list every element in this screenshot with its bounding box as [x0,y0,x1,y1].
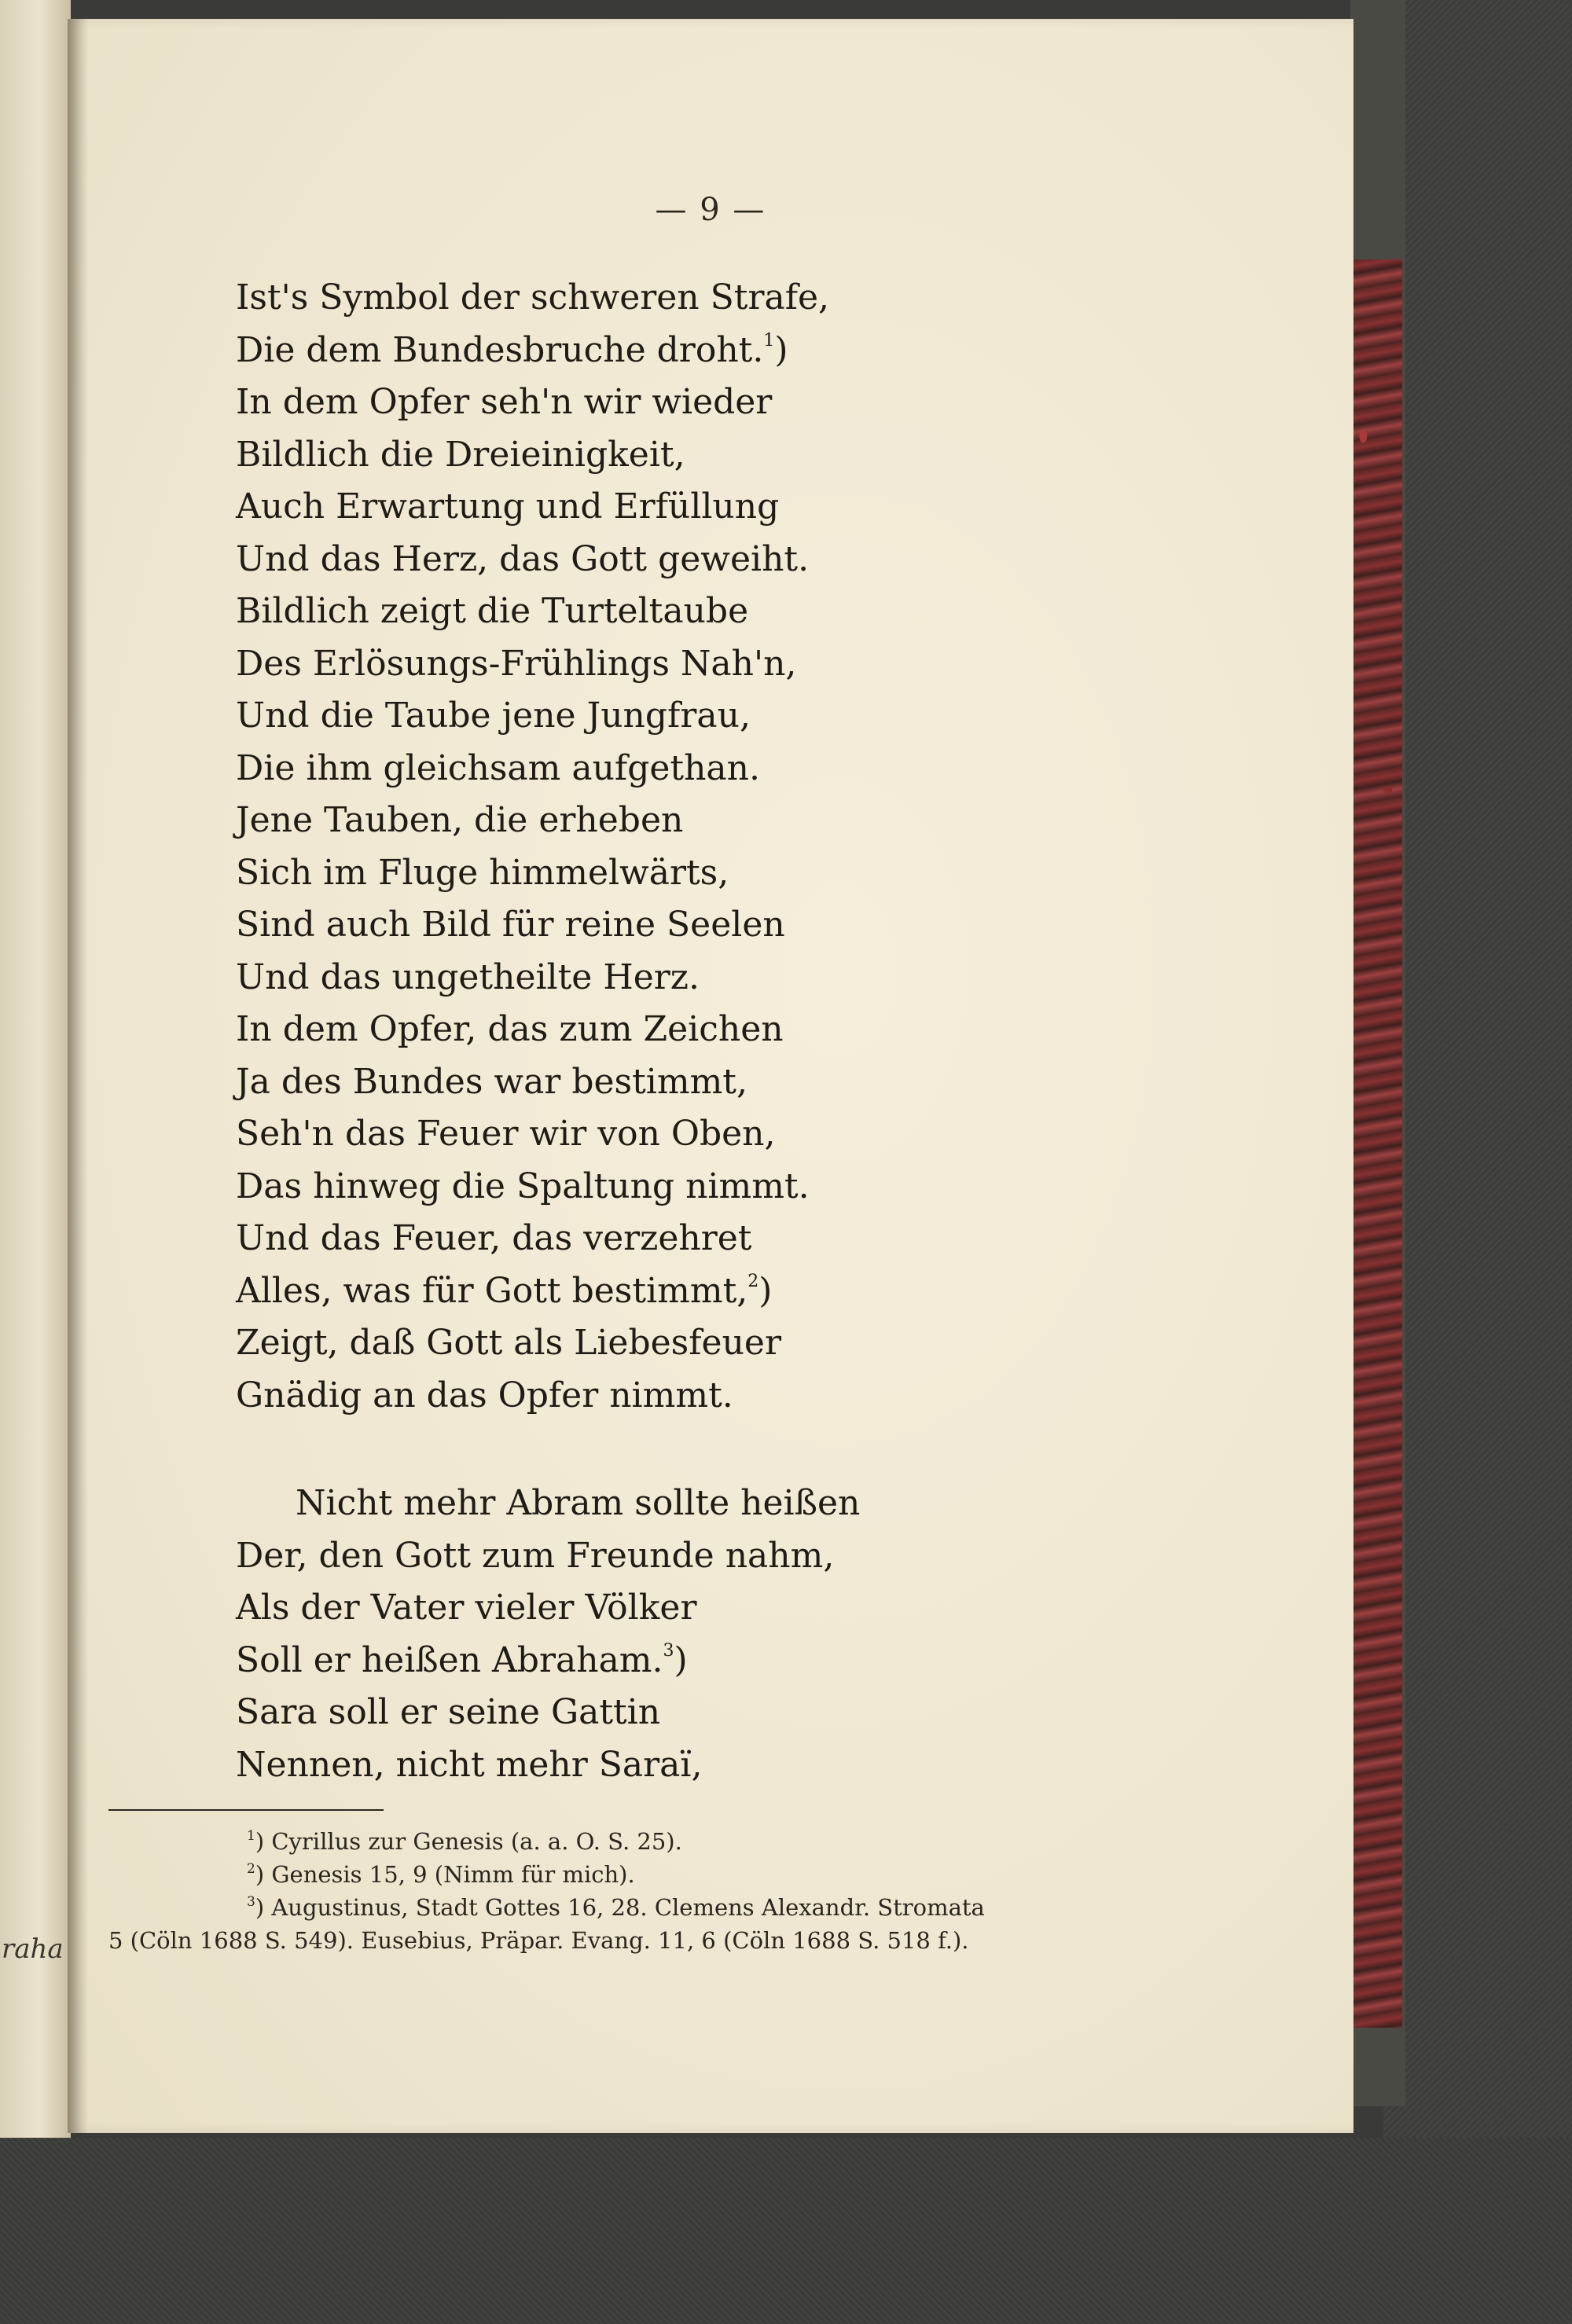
background-cloth-bottom [0,2138,1572,2324]
poem-line: Sara soll er seine Gattin [236,1692,661,1732]
poem-line: Seh'n das Feuer wir von Oben, [236,1114,776,1154]
poem-line: Jene Tauben, die erheben [236,800,684,840]
poem-line: Die ihm gleichsam aufgethan. [236,747,760,788]
poem-line: Gnädig an das Opfer nimmt. [236,1375,733,1415]
gutter-shadow [68,19,88,2133]
poem-line: Und das Feuer, das verzehret [236,1218,752,1258]
poem-line: Und das Herz, das Gott geweiht. [236,538,810,579]
poem-line: Zeigt, daß Gott als Liebesfeuer [236,1323,781,1363]
poem-line: Des Erlösungs-Frühlings Nah'n, [236,643,797,684]
poem-line: Alles, was für Gott bestimmt,$^2$) [236,1270,773,1311]
poem-line: Und die Taube jene Jungfrau, [236,696,751,736]
poem-line: Sind auch Bild für reine Seelen [236,905,785,945]
footnote-ref: 1 [763,330,775,351]
poem-line: In dem Opfer seh'n wir wieder [236,382,773,422]
page [68,19,1353,2133]
footnote: $^2$) Genesis 15, 9 (Nimm für mich). [247,1861,635,1888]
poem-line: Ja des Bundes war bestimmt, [236,1061,747,1102]
poem-line: Ist's Symbol der schweren Strafe, [236,277,830,318]
poem-line: Bildlich die Dreieinigkeit, [236,434,685,475]
footnote-divider [108,1809,384,1811]
poem-line: Die dem Bundesbruche droht.$^1$) [236,329,788,370]
footnotes [108,1825,1162,1957]
poem-line: Soll er heißen Abraham.$^3$) [236,1639,688,1680]
poem-line: Auch Erwartung und Erfüllung [236,486,780,527]
footnote: $^1$) Cyrillus zur Genesis (a. a. O. S. 25). [247,1828,682,1855]
poem-line: Als der Vater vieler Völker [236,1588,697,1628]
footnote-ref: 3 [663,1640,674,1661]
left-page-snippet: raha [2,1933,64,1965]
footnote-ref: 2 [747,1271,759,1291]
poem-line: Nennen, nicht mehr Saraï, [236,1744,703,1785]
poem-line: Bildlich zeigt die Turteltaube [236,591,749,631]
poem-line: Der, den Gott zum Freunde nahm, [236,1535,835,1576]
page-number: — 9 — [655,192,766,228]
poem-line: Und das ungetheilte Herz. [236,956,700,997]
poem-line: In dem Opfer, das zum Zeichen [236,1009,784,1049]
marbled-edge [1353,259,1402,2028]
footnote: $^3$) Augustinus, Stadt Gottes 16, 28. Clemens Alexandr. Stromata [247,1894,985,1921]
poem-line: Das hinweg die Spaltung nimmt. [236,1166,810,1206]
footnote-continuation: 5 (Cöln 1688 S. 549). Eusebius, Präpar. Evang. 11, 6 (Cöln 1688 S. 518 f.). [108,1927,969,1954]
background-cloth [1383,0,1572,2324]
left-page [0,0,71,2138]
poem-stanza-1 [236,272,829,1422]
poem-stanza-2 [236,1478,860,1791]
poem-line: Nicht mehr Abram sollte heißen [296,1483,861,1523]
poem-line: Sich im Fluge himmelwärts, [236,852,729,893]
